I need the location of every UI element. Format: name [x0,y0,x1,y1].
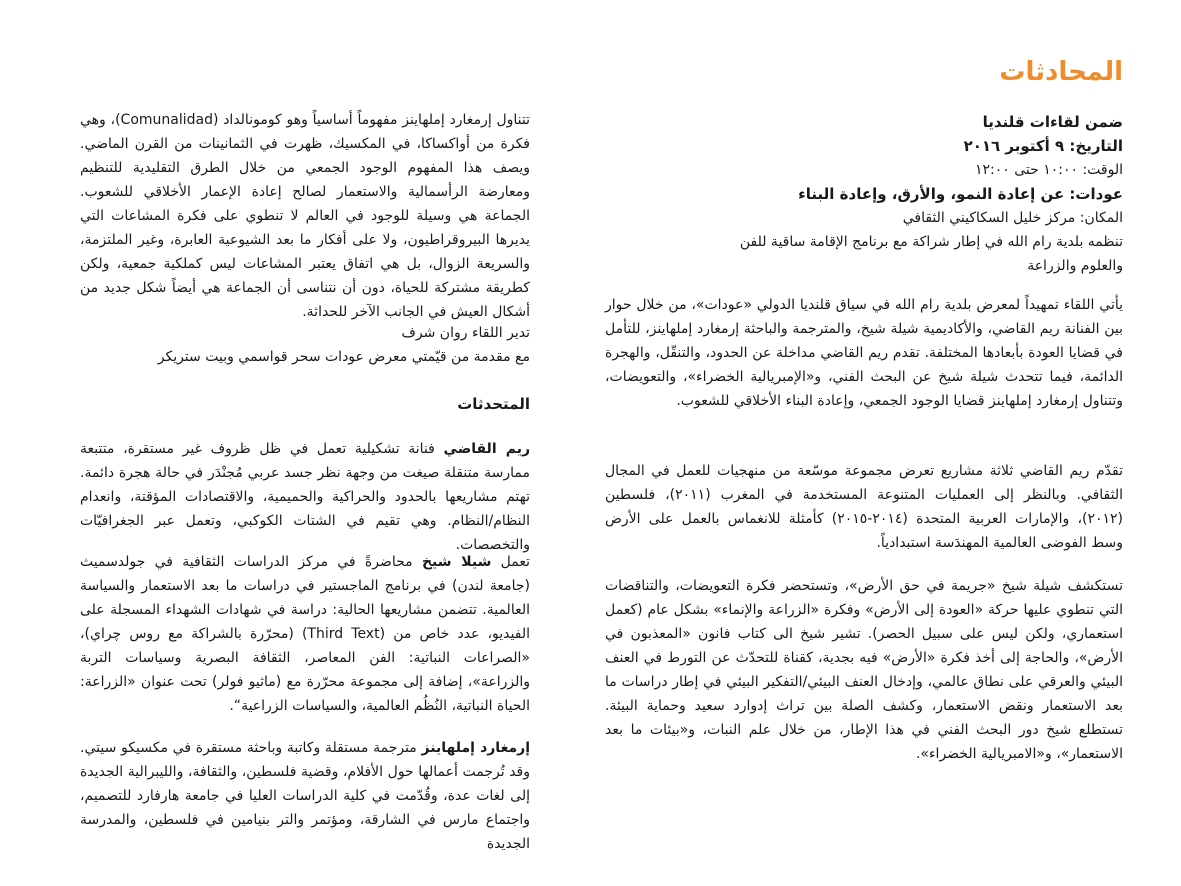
comunalidad-paragraph: تتناول إرمغارد إملهاينز مفهوماً أساسياً وهو كومونالداد (Comunalidad)، وهي فكرة من أواكساكا، في المكسيك، ظهرت في الثمانينات من القرن الماضي. ويصف هذا المفهوم الوجود الجمعي من خلال الطرق التقليدية للتنظيم ومعارضة الرأسمالية والاستعمار لصالح إعادة الإعمار الأخلاقي للشعوب. الجماعة هي وسيلة للوجود في العالم لا تنطوي على فكرة المشاعات التي يديرها البيروقراطيون، ولا على أفكار ما بعد الشيوعية العابرة، وغير الملتزمة، والسريعة الزوال، بل هي اتفاق يعتبر المشاعات ليس كملكية جمعية، ولكن كطريقة مشتركة للحياة، دون أن نتناسى أن الجماعة هي أيضاً شكل جديد من أشكال العيش في الجانب الآخر للحداثة. [80,112,531,320]
event-series: ضمن لقاءات قلنديا [982,113,1123,131]
event-venue: المكان: مركز خليل السكاكيني الثقافي [902,210,1123,226]
event-date: التاريخ: ٩ أكتوبر ٢٠١٦ [963,137,1123,155]
speaker-bio-text: فنانة تشكيلية تعمل في ظل ظروف غير مستقرة، متتبعة ممارسة متنقلة صيغت من وجهة نظر جسد عربي مُجنْدَر في حالة هجرة دائمة. تهتم مشاريعها بالحدود والحراكية والحميمية، والاقتصادات المؤقتة، وانعدام النظام/النظام. وهي تقيم في الشتات الكوكبي، وتعمل عبر الجغرافيّات والتخصصات. [80,441,530,553]
speakers-heading: المتحدثات [457,395,530,413]
reem-projects-paragraph: تقدّم ريم القاضي ثلاثة مشاريع تعرض مجموعة موسّعة من منهجيات للعمل في المجال الثقافي. وبالنظر إلى العمليات المتنوعة المستخدمة في المغرب (٢٠١١)، فلسطين (٢٠١٢)، والإمارات العربية المتحدة (٢٠١٤-٢٠١٥) كأمثلة للانغماس بالعمل على الأرض وسط الفوضى العالمية المهندَسة استبدادياً. [605,463,1123,551]
event-meta [605,110,1123,278]
speaker-name: إرمغارد إملهاينز [421,740,530,756]
sheila-topic-paragraph: تستكشف شيلة شيخ «جريمة في حق الأرض»، وتستحضر فكرة التعويضات، والتناقضات التي تنطوي عليها حركة «العودة إلى الأرض» وفكرة «الزراعة والإنماء» بشكل عام (كعمل استعماري، ولكن ليس على سبيل الحصر). تشير شيخ الى كتاب فانون «المعذبون في الأرض»، والحاجة إلى أخذ فكرة «الأرض» فيه بجدية، كقناة للتحدّث عن التورط في العنف البيئي والعرقي على نطاق عالمي، وإدخال العنف البيئي/التفكير البيئي في إطار دراسات ما بعد الاستعمار ونقض الاستعمار، وكشف الصلة بين تراث إدوارد سعيد وحماية البيئة. تستطلع شيخ دور البحث الفني في هذا الإطار، من خلال علم النبات، و«بيئات ما بعد الاستعمار»، و«الامبريالية الخضراء». [605,578,1123,762]
speaker-name: شيلا شيخ [421,554,492,570]
moderator-line: تدير اللقاء روان شرف [401,325,530,341]
speaker-name: ريم القاضي [443,441,531,457]
event-title: عودات: عن إعادة النمو، والأرق، وإعادة البناء [798,185,1123,203]
event-organizer: تنظمه بلدية رام الله في إطار شراكة مع برنامج الإقامة ساقية للفن والعلوم والزراعة [739,234,1123,274]
event-time: الوقت: ١٠:٠٠ حتى ١٢:٠٠ [974,162,1123,178]
speaker-bio-sheila [80,550,530,718]
speaker-bio-irmgard [80,736,530,856]
curators-line: مع مقدمة من قيّمتي معرض عودات سحر قواسمي وبيت ستريكر [157,349,530,365]
page-title: المحادثات [999,57,1123,87]
moderation-info [80,321,530,369]
speaker-bio-text: محاضرةً في مركز الدراسات الثقافية في جولدسميث (جامعة لندن) في برنامج الماجستير في دراسات ما بعد الاستعمار والسياسة العالمية. تتضمن مشاريعها الحالية: دراسة في شهادات الشهداء المسجلة على الفيديو، عدد خاص من (Third Text) (محرّرة بالشراكة مع روس چراي)، «الصراعات النباتية: الفن المعاصر، الثقافة البصرية وسياسات التربة والزراعة»، إضافة إلى مجموعة محرّرة مع (ماثيو فولر) تحت عنوان «الزراعة: الحياة النباتية، النُظُم العالمية، والسياسات الزراعية“. [80,554,530,714]
speaker-bio-text: مترجمة مستقلة وكاتبة وباحثة مستقرة في مكسيكو سيتي. وقد تُرجمت أعمالها حول الأفلام، وقضية فلسطين، والثقافة، والليبرالية الجديدة إلى لغات عدة، وقُدّمت في كلية الدراسات العليا في جامعة هارفارد للتصميم، واجتماع مارس في الشارقة، ومؤتمر والتر بنيامين في فلسطين، والمدرسة الجديدة [80,740,530,852]
speaker-bio-reem [80,437,530,557]
intro-paragraph: يأتي اللقاء تمهيداً لمعرض بلدية رام الله في سياق قلنديا الدولي «عودات»، من خلال حوار بين الفنانة ريم القاضي، والأكاديمية شيلة شيخ، والمترجمة والباحثة إرمغارد إملهاينز، للتأمل في قضايا العودة بأبعادها المختلفة. تقدم ريم القاضي مداخلة عن الحدود، والتنقّل، والهجرة الدائمة، فيما تتحدث شيلة شيخ عن البحث الفني، و«الإمبريالية الخضراء»، والتعويضات، وتتناول إرمغارد إملهاينز قضايا الوجود الجمعي، وإعادة البناء الأخلاقي للشعوب. [605,297,1123,409]
speaker-bio-prefix: تعمل [491,554,531,570]
